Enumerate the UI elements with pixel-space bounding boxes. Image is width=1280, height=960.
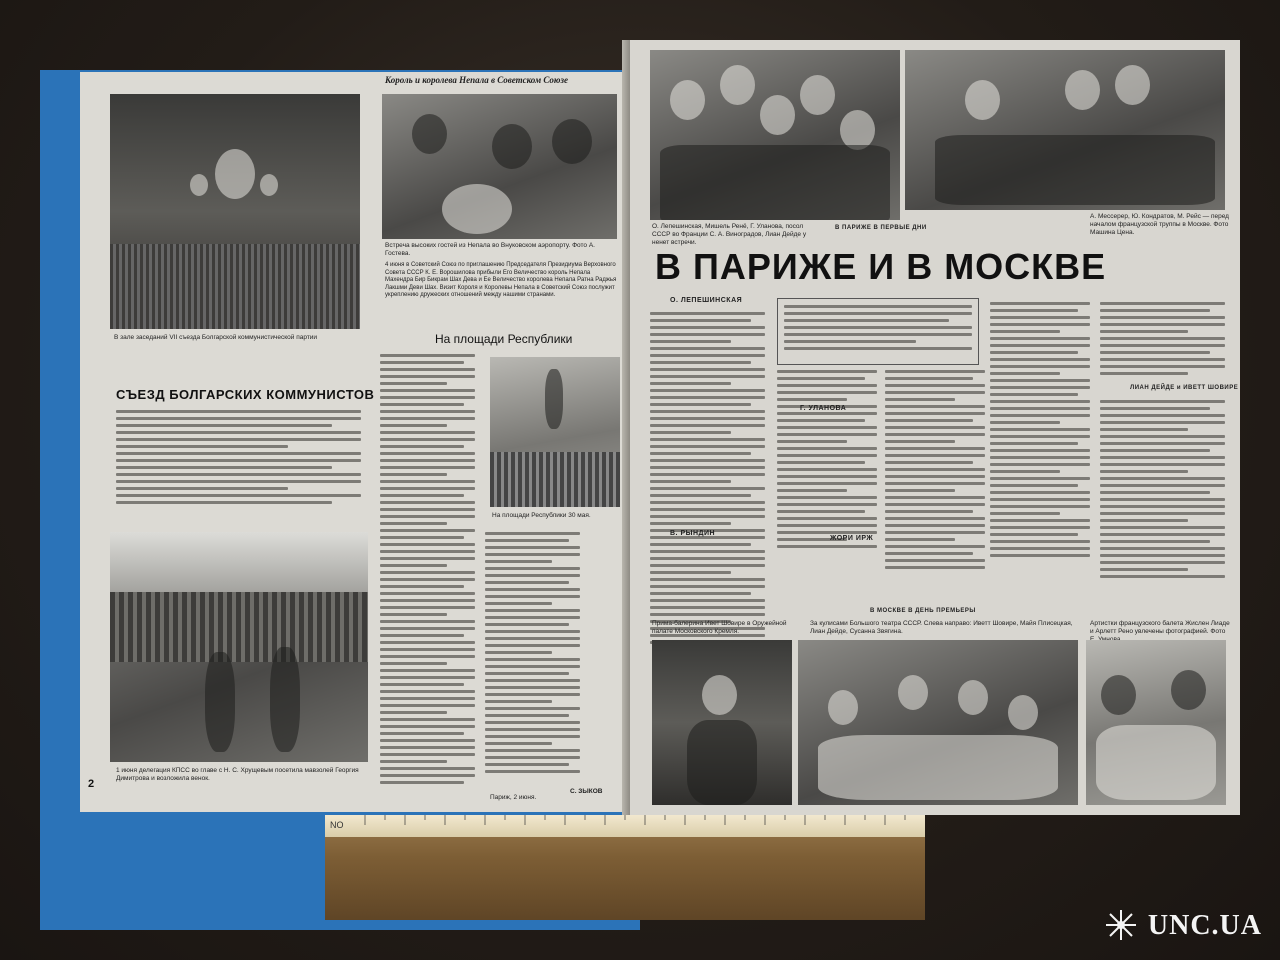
photo-detail <box>205 652 235 752</box>
photo-detail <box>1008 695 1038 730</box>
mausoleum-visit-photo <box>110 532 368 762</box>
photo-detail <box>687 720 757 805</box>
article-column-4 <box>990 302 1090 602</box>
congress-hall-photo <box>110 94 360 329</box>
byline-lepeshinskaya: О. ЛЕПЕШИНСКАЯ <box>670 297 743 304</box>
main-title: В ПАРИЖЕ И В МОСКВЕ <box>655 246 1107 287</box>
photo-detail <box>190 174 208 196</box>
moscow-meeting-photo <box>905 50 1225 210</box>
byline-ryndin: В. РЫНДИН <box>670 530 716 537</box>
photo-detail <box>412 114 447 154</box>
article-column-6 <box>1100 400 1225 615</box>
photographing-dancers-photo <box>1086 640 1226 805</box>
hall-caption: В зале заседаний VII съезда Болгарской коммунистической партии <box>114 334 318 341</box>
bottom-caption-2: За кулисами Большого театра СССР. Слева направо: Иветт Шовире, Майя Плисецкая, Лиан Дейде, Сусанна Звягина. <box>810 620 1073 635</box>
moscow-meeting-caption: А. Мессерер, Ю. Кондратов, М. Рейс — перед началом французской труппы в Москве. Фото Машина Цена. <box>1090 213 1229 236</box>
section-label-paris: В ПАРИЖЕ В ПЕРВЫЕ ДНИ <box>835 225 927 231</box>
photo-detail <box>660 145 890 220</box>
paris-meeting-caption: О. Лепешинская, Мишель Ренё, Г. Уланова, посол СССР во Франции С. А. Виноградов, Лиан Дейде у ненет встречи. <box>652 223 807 246</box>
photo-detail <box>270 647 300 752</box>
photo-detail <box>958 680 988 715</box>
ruler-ticks <box>325 815 925 837</box>
square-caption: На площади Республики 30 мая. <box>492 512 591 519</box>
nepal-caption: Встреча высоких гостей из Непала во Внуковском аэропорту. Фото А. Гостева. <box>385 242 595 257</box>
photo-detail <box>898 675 928 710</box>
article-column-3 <box>885 370 985 600</box>
byline-deyde-chauvire: ЛИАН ДЕЙДЕ и ИВЕТТ ШОВИРЕ <box>1130 385 1239 391</box>
intro-box-text <box>784 305 972 360</box>
watermark-logo-icon <box>1104 908 1138 942</box>
photo-detail <box>818 735 1058 800</box>
photo-detail <box>840 110 875 150</box>
paris-meeting-photo <box>650 50 900 220</box>
ruler-label: NO <box>330 820 344 830</box>
photo-detail <box>702 675 737 715</box>
article-column-1 <box>650 312 765 652</box>
intro-box <box>777 298 979 365</box>
square-heading: На площади Республики <box>435 332 573 346</box>
bulgaria-heading: СЪЕЗД БОЛГАРСКИХ КОММУНИСТОВ <box>116 387 375 402</box>
bulgaria-article-text <box>116 410 361 520</box>
photo-detail <box>828 690 858 725</box>
photo-detail <box>935 135 1215 205</box>
audience-rows <box>110 244 360 329</box>
photo-detail <box>260 174 278 196</box>
photo-detail <box>492 124 532 169</box>
republic-square-photo <box>490 357 620 507</box>
photo-detail <box>965 80 1000 120</box>
byline-ulanova: Г. УЛАНОВА <box>800 405 847 412</box>
mausoleum-caption: 1 июня делегация КПСС во главе с Н. С. Хрущевым посетила мавзолей Георгия Димитрова и возложила венок. <box>116 767 359 782</box>
nepal-text: 4 июня в Советский Союз по приглашению Председателя Президиума Верховного Совета СССР К. Е. Ворошилова прибыли Его Величество король Непала Махендра Бир Бикрам Шах Дева и Ее Величество королева Непала Ратна Раджья Лакшми Деви Шах. Визит Короля и Королевы Непала в Советский Союз послужит укреплению дружеских отношений между нашими странами. <box>385 262 617 298</box>
author-signature: С. ЗЫКОВ <box>570 788 603 795</box>
byline-georges-jorj: ЖОРИ ИРЖ <box>830 535 874 542</box>
chauvire-kremlin-photo <box>652 640 792 805</box>
photo-detail <box>1171 670 1206 710</box>
photo-detail <box>720 65 755 105</box>
backstage-photo <box>798 640 1078 805</box>
dateline: Париж, 2 июня. <box>490 794 537 801</box>
photo-detail <box>1065 70 1100 110</box>
left-page <box>80 72 625 812</box>
nepal-heading: Король и королева Непала в Советском Союзе <box>385 75 569 85</box>
right-page <box>630 40 1240 815</box>
photo-detail <box>552 119 592 164</box>
section-label-moscow: В МОСКВЕ В ДЕНЬ ПРЕМЬЕРЫ <box>870 608 976 614</box>
photo-detail <box>1101 675 1136 715</box>
photo-detail <box>1115 65 1150 105</box>
crowd <box>490 452 620 507</box>
page-number: 2 <box>88 778 95 790</box>
watermark-text: UNC.UA <box>1147 910 1262 941</box>
nepal-visit-photo <box>382 94 617 239</box>
photo-detail <box>1096 725 1216 800</box>
square-article-column-2 <box>485 532 580 794</box>
crowd <box>110 592 368 662</box>
bottom-caption-1: Прима-балерина Ивет Шовире в Оружейной палате Московского Кремля. <box>652 620 787 635</box>
square-article-column-1 <box>380 354 475 794</box>
photo-detail <box>800 75 835 115</box>
bottom-caption-3: Артистки французского балета Жислен Лиаде и Арлетт Рено увлечены фотографией. Фото <box>1090 620 1230 635</box>
photo-detail <box>670 80 705 120</box>
photo-detail <box>545 369 563 429</box>
photo-detail <box>442 184 512 234</box>
photo-detail <box>215 149 255 199</box>
photo-detail <box>760 95 795 135</box>
